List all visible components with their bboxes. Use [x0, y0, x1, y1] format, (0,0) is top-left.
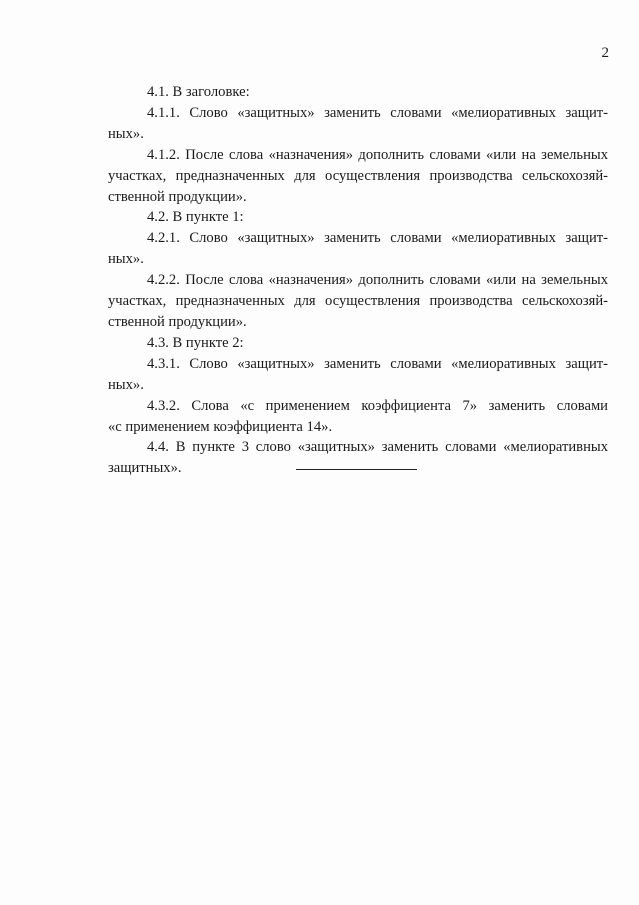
text-line: «с применением коэффициента 14».: [108, 418, 333, 435]
text-line: защитных».: [108, 460, 182, 477]
text-line: 4.1. В заголовке:: [147, 84, 250, 100]
paragraph-4-4: [108, 437, 608, 479]
text-line: ственной продукции».: [108, 313, 247, 330]
paragraph-4-2-1: [108, 228, 608, 270]
paragraph-4-1: [108, 82, 608, 103]
text-line: 4.3.2. Слова «с применением коэффициента 7» заменить словами: [147, 397, 608, 414]
document-body: [108, 82, 608, 479]
page-number: 2: [601, 45, 609, 61]
text-line: 4.2.2. После слова «назначения» дополнить словами «или на земельных: [147, 272, 608, 289]
paragraph-4-1-2: [108, 145, 608, 208]
text-line: ных».: [108, 251, 144, 268]
text-line: 4.2. В пункте 1:: [147, 209, 244, 226]
paragraph-4-2: [108, 207, 608, 228]
text-line: 4.3. В пункте 2:: [147, 334, 244, 351]
text-line: участках, предназначенных для осуществления производства сельскохозяй-: [108, 293, 608, 310]
text-line: 4.2.1. Слово «защитных» заменить словами «мелиоративных защит-: [147, 230, 608, 247]
text-line: ственной продукции».: [108, 188, 247, 205]
text-line: ных».: [108, 125, 144, 142]
end-separator-line: [296, 469, 417, 470]
paragraph-4-3-1: [108, 354, 608, 396]
text-line: 4.3.1. Слово «защитных» заменить словами «мелиоративных защит-: [147, 355, 608, 372]
text-line: 4.4. В пункте 3 слово «защитных» заменить словами «мелиоративных: [147, 439, 608, 456]
paragraph-4-2-2: [108, 270, 608, 333]
text-line: 4.1.1. Слово «защитных» заменить словами «мелиоративных защит-: [147, 104, 608, 121]
paragraph-4-3-2: [108, 396, 608, 438]
text-line: участках, предназначенных для осуществления производства сельскохозяй-: [108, 167, 608, 184]
text-line: 4.1.2. После слова «назначения» дополнить словами «или на земельных: [147, 146, 608, 163]
text-line: ных».: [108, 376, 144, 393]
paragraph-4-3: [108, 333, 608, 354]
paragraph-4-1-1: [108, 103, 608, 145]
